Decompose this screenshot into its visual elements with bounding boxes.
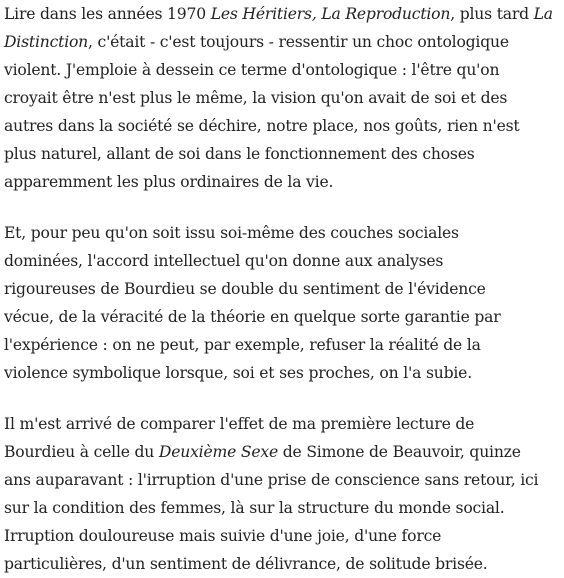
text-segment: sur la condition des femmes, là sur la structure du monde social. (4, 499, 505, 517)
text-line (4, 28, 564, 56)
text-line (4, 522, 564, 550)
paragraph-1 (4, 0, 564, 196)
text-segment: l'expérience : on ne peut, par exemple, refuser la réalité de la (4, 336, 481, 354)
text-segment: apparemment les plus ordinaires de la vie. (4, 173, 334, 191)
paragraph-2 (4, 219, 564, 387)
text-line (4, 410, 564, 438)
text-line (4, 303, 564, 331)
italic-title: Distinction (4, 33, 89, 51)
text-line (4, 331, 564, 359)
text-segment: particulières, d'un sentiment de délivrance, de solitude brisée. (4, 555, 488, 573)
paragraph-3 (4, 410, 564, 578)
text-line (4, 275, 564, 303)
text-segment: de Simone de Beauvoir, quinze (278, 443, 521, 461)
text-line (4, 247, 564, 275)
text-segment: croyait être n'est plus le même, la vision qu'on avait de soi et des (4, 89, 508, 107)
text-segment: Il m'est arrivé de comparer l'effet de ma première lecture de (4, 415, 475, 433)
text-line (4, 219, 564, 247)
text-segment: Et, pour peu qu'on soit issu soi-même des couches sociales (4, 224, 459, 242)
text-segment: autres dans la société se déchire, notre place, nos goûts, rien n'est (4, 117, 520, 135)
text-line (4, 84, 564, 112)
text-line (4, 0, 564, 28)
text-line (4, 550, 564, 578)
text-line (4, 466, 564, 494)
text-segment: Bourdieu à celle du (4, 443, 159, 461)
text-segment: , c'était - c'est toujours - ressentir un choc ontologique (88, 33, 509, 51)
italic-title: Les Héritiers, La Reproduction (210, 5, 451, 23)
text-segment: violence symbolique lorsque, soi et ses proches, on l'a subie. (4, 364, 472, 382)
text-segment: violent. J'emploie à dessein ce terme d'ontologique : l'être qu'on (4, 61, 500, 79)
text-line (4, 112, 564, 140)
text-line (4, 140, 564, 168)
text-segment: Irruption douloureuse mais suivie d'une joie, d'une force (4, 527, 442, 545)
text-line (4, 359, 564, 387)
text-segment: dominées, l'accord intellectuel qu'on donne aux analyses (4, 252, 444, 270)
text-line (4, 494, 564, 522)
text-segment: rigoureuses de Bourdieu se double du sentiment de l'évidence (4, 280, 486, 298)
text-segment: plus naturel, allant de soi dans le fonctionnement des choses (4, 145, 475, 163)
text-segment: , plus tard (450, 5, 534, 23)
text-segment: vécue, de la véracité de la théorie en quelque sorte garantie par (4, 308, 501, 326)
text-line (4, 438, 564, 466)
text-segment: Lire dans les années 1970 (4, 5, 211, 23)
text-line (4, 168, 564, 196)
text-segment: ans auparavant : l'irruption d'une prise de conscience sans retour, ici (4, 471, 539, 489)
text-line (4, 56, 564, 84)
italic-title: La (533, 5, 553, 23)
italic-title: Deuxième Sexe (158, 443, 278, 461)
